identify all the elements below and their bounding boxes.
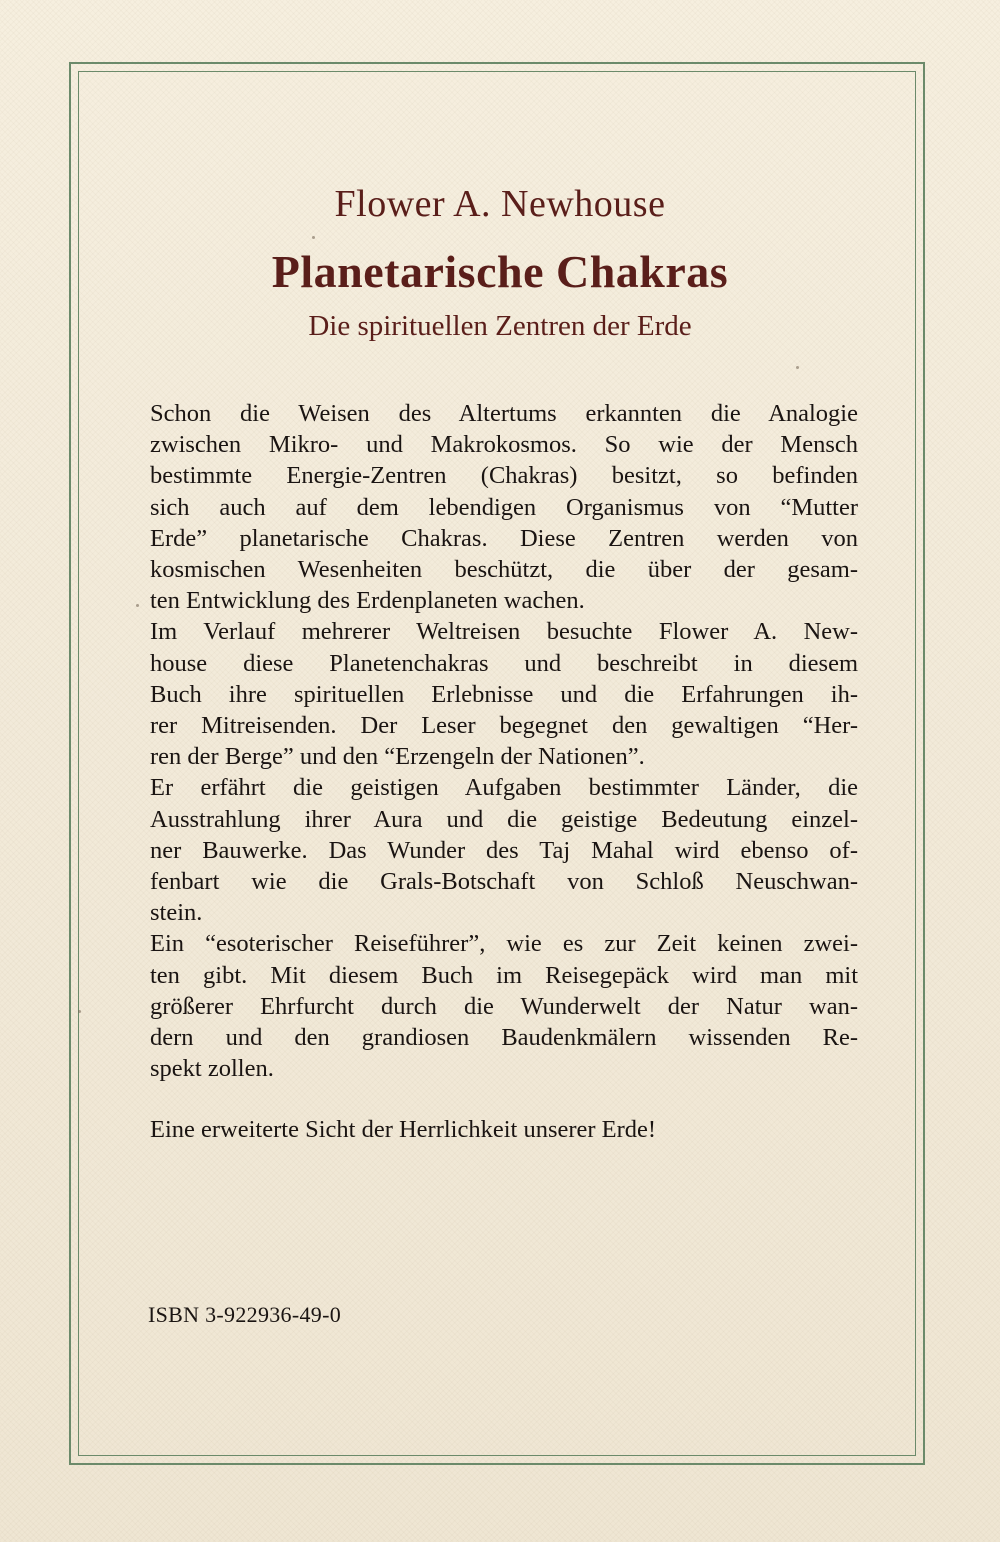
blurb-line: Ausstrahlung ihrer Aura und die geistige Bedeutung einzel- — [150, 805, 858, 833]
print-speck — [136, 604, 139, 607]
blurb-line: stein. — [150, 899, 203, 927]
blurb-line: house diese Planetenchakras und beschreibt in diesem — [150, 649, 858, 677]
blurb-line: Er erfährt die geistigen Aufgaben bestimmter Länder, die — [150, 774, 858, 802]
blurb-line: rer Mitreisenden. Der Leser begegnet den gewaltigen “Her- — [150, 712, 858, 740]
print-speck — [796, 366, 799, 369]
blurb-line: sich auch auf dem lebendigen Organismus von “Mutter — [150, 493, 858, 521]
blurb-line: kosmischen Wesenheiten beschützt, die über der gesam- — [150, 556, 858, 584]
blurb-line: Buch ihre spirituellen Erlebnisse und die Erfahrungen ih- — [150, 680, 858, 708]
blurb-line: fenbart wie die Grals-Botschaft von Schloß Neuschwan- — [150, 868, 858, 896]
tagline: Eine erweiterte Sicht der Herrlichkeit unserer Erde! — [150, 1116, 657, 1143]
blurb-text — [150, 398, 858, 1084]
blurb-line: größerer Ehrfurcht durch die Wunderwelt der Natur wan- — [150, 992, 858, 1020]
print-speck — [78, 1010, 81, 1013]
blurb-line: zwischen Mikro- und Makrokosmos. So wie der Mensch — [150, 431, 858, 459]
isbn-number: ISBN 3-922936-49-0 — [148, 1302, 342, 1327]
blurb-line: Ein “esoterischer Reiseführer”, wie es zur Zeit keinen zwei- — [150, 930, 858, 958]
blurb-line: bestimmte Energie-Zentren (Chakras) besitzt, so befinden — [150, 462, 858, 490]
blurb-line: ner Bauwerke. Das Wunder des Taj Mahal wird ebenso of- — [150, 836, 858, 864]
blurb-line: Erde” planetarische Chakras. Diese Zentren werden von — [150, 524, 858, 552]
blurb-line: Im Verlauf mehrerer Weltreisen besuchte Flower A. New- — [150, 618, 858, 646]
blurb-line: ren der Berge” und den “Erzengeln der Nationen”. — [150, 743, 645, 771]
blurb-line: Schon die Weisen des Altertums erkannten die Analogie — [150, 400, 858, 427]
print-speck — [312, 236, 315, 239]
blurb-line: spekt zollen. — [150, 1055, 274, 1083]
book-subtitle: Die spirituellen Zentren der Erde — [308, 310, 692, 342]
blurb-line: ten Entwicklung des Erdenplaneten wachen. — [150, 587, 585, 615]
author-name: Flower A. Newhouse — [334, 183, 666, 225]
blurb-line: ten gibt. Mit diesem Buch im Reisegepäck wird man mit — [150, 961, 858, 989]
book-title: Planetarische Chakras — [271, 246, 729, 297]
blurb-line: dern und den grandiosen Baudenkmälern wissenden Re- — [150, 1024, 858, 1052]
